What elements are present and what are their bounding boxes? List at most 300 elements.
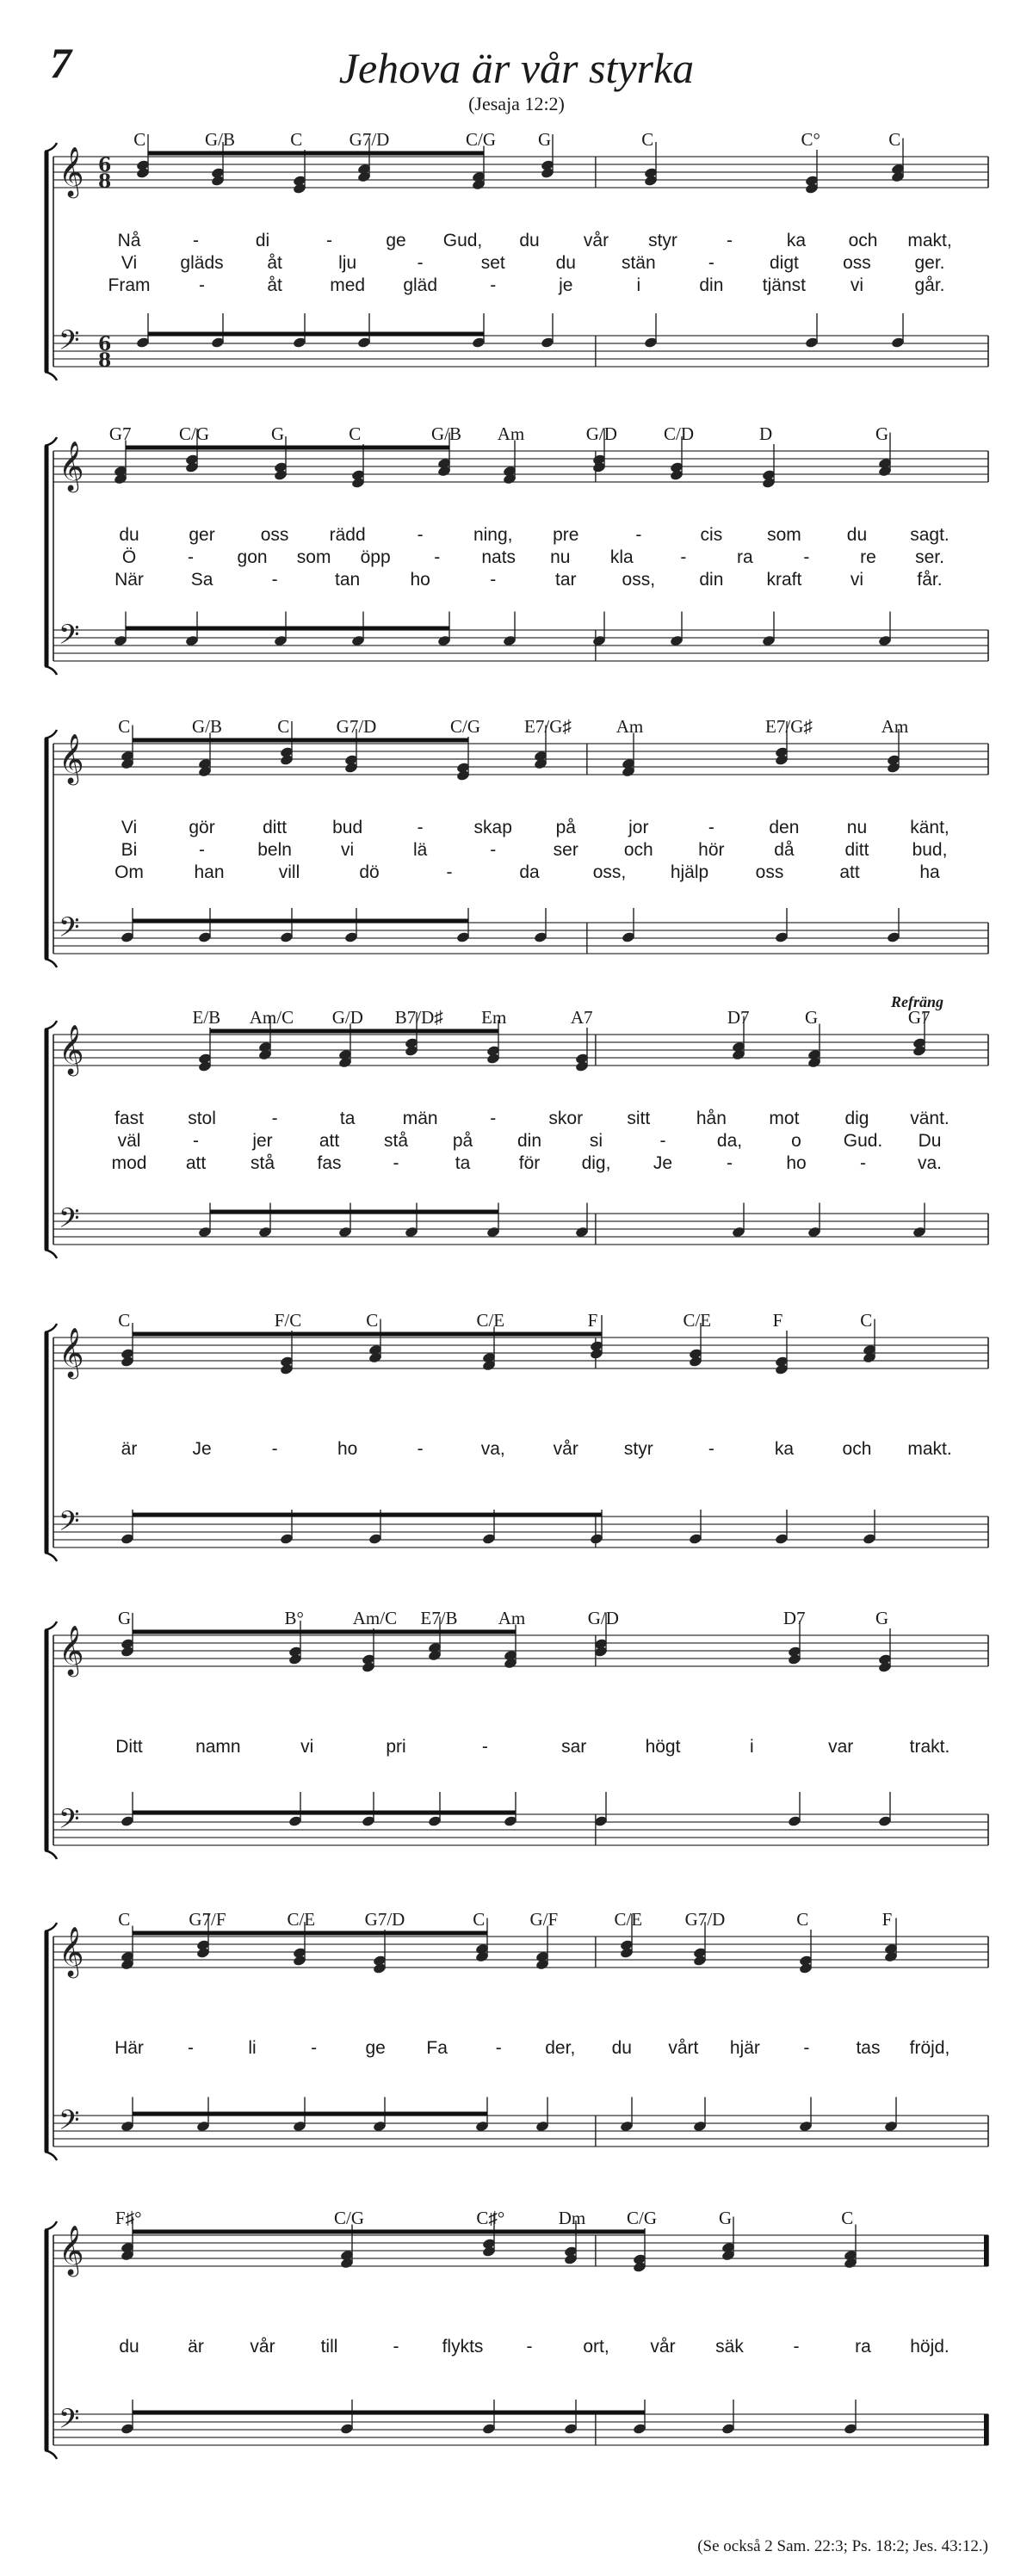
lyric-syllable: ditt (844, 840, 869, 860)
chord-symbol: C/G (626, 2208, 658, 2228)
lyric-syllable: ka (774, 1439, 794, 1459)
svg-text:𝄞: 𝄞 (59, 441, 84, 491)
chord-symbol: G (117, 1608, 132, 1628)
lyric-syllable: ta (455, 1153, 471, 1173)
lyric-syllable: vi (850, 275, 864, 295)
chord-symbol: G/F (529, 1909, 559, 1930)
lyric-syllable: oss, (592, 862, 627, 882)
lyric-syllable: re (860, 547, 876, 567)
lyric-syllable: sitt (627, 1109, 651, 1128)
lyric-syllable: att (185, 1153, 207, 1173)
chord-symbol: G (537, 129, 552, 150)
chord-symbol: F♯° (114, 2208, 142, 2228)
lyric-syllable: då (774, 840, 795, 860)
lyric-syllable: dö (359, 862, 380, 882)
lyric-syllable: styr (648, 231, 677, 250)
lyric-syllable: att (839, 862, 860, 882)
lyric-syllable: ge (386, 231, 406, 250)
svg-text:𝄞: 𝄞 (59, 1625, 84, 1675)
lyric-syllable: är (188, 2337, 204, 2357)
lyric-syllable: kraft (766, 570, 802, 590)
chord-symbol: F (881, 1909, 893, 1930)
lyric-syllable: - (188, 547, 195, 567)
chord-symbol: B7/D♯ (394, 1007, 443, 1028)
lyric-syllable: Fram (108, 275, 151, 295)
lyric-syllable: oss (843, 253, 871, 273)
lyric-syllable: gläds (180, 253, 224, 273)
lyric-syllable: öpp (360, 547, 391, 567)
chord-symbol: Am/C (352, 1608, 398, 1628)
lyric-syllable: bud, (912, 840, 948, 860)
lyric-syllable: makt. (907, 1439, 952, 1459)
lyric-syllable: pri (386, 1737, 406, 1757)
lyric-syllable: beln (257, 840, 292, 860)
lyric-syllable: tas (856, 2038, 881, 2058)
lyric-syllable: tar (555, 570, 577, 590)
footer-references: (Se också 2 Sam. 22:3; Ps. 18:2; Jes. 43:12.) (697, 2537, 988, 2555)
chord-symbol: C (277, 716, 290, 737)
music-system (0, 129, 1033, 413)
lyric-syllable: hjälp (670, 862, 709, 882)
chord-symbol: E7/B (420, 1608, 458, 1628)
chord-symbol: B° (284, 1608, 304, 1628)
lyric-syllable: - (393, 1153, 399, 1173)
chord-symbol: C (118, 1909, 131, 1930)
svg-text:𝄢: 𝄢 (59, 1202, 80, 1240)
lyric-syllable: oss (260, 525, 289, 545)
lyric-syllable: vi (341, 840, 355, 860)
chord-symbol: E7/G♯ (524, 716, 572, 737)
lyric-syllable: - (490, 840, 497, 860)
svg-text:8: 8 (98, 349, 112, 372)
svg-text:8: 8 (98, 170, 112, 193)
chord-symbol: G7/D (336, 716, 377, 737)
lyric-syllable: din (699, 570, 724, 590)
chord-symbol: F/C (274, 1310, 302, 1331)
lyric-syllable: högt (645, 1737, 681, 1757)
lyric-syllable: hjär (729, 2038, 760, 2058)
chord-symbol: C (366, 1310, 379, 1331)
lyric-syllable: da (519, 862, 540, 882)
lyric-syllable: je (559, 275, 573, 295)
chord-symbol: C/E (476, 1310, 505, 1331)
lyric-syllable: för (518, 1153, 541, 1173)
lyric-syllable: att (319, 1131, 340, 1151)
lyric-syllable: - (199, 840, 206, 860)
lyric-syllable: - (727, 1153, 733, 1173)
chord-symbol: C (118, 716, 131, 737)
lyric-syllable: fröjd, (909, 2038, 950, 2058)
lyric-syllable: - (481, 1737, 488, 1757)
lyric-syllable: - (434, 547, 441, 567)
lyric-syllable: vår (583, 231, 609, 250)
lyric-syllable: - (526, 2337, 533, 2357)
lyric-syllable: ta (339, 1109, 356, 1128)
lyric-syllable: skor (548, 1109, 584, 1128)
music-system (0, 1310, 1033, 1594)
svg-text:𝄞: 𝄞 (59, 1024, 84, 1074)
scripture-reference: (Jesaja 12:2) (468, 93, 565, 114)
lyric-syllable: tan (335, 570, 361, 590)
chord-symbol: C (860, 1310, 873, 1331)
lyric-syllable: stå (250, 1153, 275, 1173)
lyric-syllable: - (193, 231, 199, 250)
chord-symbol: G7 (108, 423, 132, 444)
svg-text:𝄢: 𝄢 (59, 324, 80, 362)
svg-text:𝄢: 𝄢 (59, 1803, 80, 1841)
music-system (0, 2208, 1033, 2492)
lyric-syllable: är (121, 1439, 138, 1459)
lyric-syllable: si (589, 1131, 603, 1151)
lyric-syllable: gör (189, 818, 215, 837)
lyric-syllable: ning, (473, 525, 513, 545)
lyric-syllable: - (188, 2038, 195, 2058)
chord-symbol: G7 (907, 1007, 931, 1028)
lyric-syllable: ho (786, 1153, 807, 1173)
chord-symbol: G (804, 1007, 819, 1028)
lyric-syllable: - (446, 862, 453, 882)
music-system (0, 1909, 1033, 2193)
lyric-syllable: fas (317, 1153, 342, 1173)
lyric-syllable: tjänst (762, 275, 807, 295)
chord-symbol: C/D (663, 423, 695, 444)
lyrics-verse-3 (0, 862, 1033, 888)
lyric-syllable: får. (917, 570, 943, 590)
lyric-syllable: vårt (668, 2038, 699, 2058)
lyric-syllable: nu (550, 547, 571, 567)
lyric-syllable: - (326, 231, 332, 250)
lyric-syllable: åt (267, 253, 282, 273)
chord-symbol: C (796, 1909, 809, 1930)
lyric-syllable: Sa (190, 570, 213, 590)
lyric-syllable: va, (480, 1439, 505, 1459)
lyric-syllable: vi (850, 570, 864, 590)
chord-symbol: C/G (178, 423, 210, 444)
chord-symbol: C (888, 129, 901, 150)
chord-symbol: D (758, 423, 773, 444)
chord-symbol: A7 (570, 1007, 593, 1028)
chord-symbol: C° (801, 129, 820, 150)
chord-symbol: Am (881, 716, 909, 737)
lyric-syllable: höjd. (910, 2337, 949, 2357)
lyric-syllable: styr (623, 1439, 653, 1459)
chord-symbol: Am/C (249, 1007, 294, 1028)
lyric-syllable: - (271, 1439, 278, 1459)
lyric-syllable: du (119, 525, 139, 545)
lyric-syllable: Bi (121, 840, 138, 860)
lyric-syllable: vår (553, 1439, 578, 1459)
lyric-syllable: Om (114, 862, 144, 882)
lyric-syllable: ditt (263, 818, 288, 837)
lyric-syllable: sar (561, 1737, 587, 1757)
lyric-syllable: du (611, 2038, 632, 2058)
lyric-syllable: set (480, 253, 505, 273)
lyric-syllable: han (194, 862, 225, 882)
lyric-syllable: jor (628, 818, 649, 837)
lyric-syllable: på (555, 818, 576, 837)
lyric-syllable: ger. (914, 253, 945, 273)
chord-symbol: C/G (465, 129, 497, 150)
lyric-syllable: vill (278, 862, 300, 882)
lyric-syllable: hån (696, 1109, 727, 1128)
lyric-syllable: Vi (121, 818, 138, 837)
chord-symbol: C (641, 129, 654, 150)
lyric-syllable: Ditt (115, 1737, 143, 1757)
chord-symbol: C (473, 1909, 486, 1930)
chord-symbol: C (290, 129, 303, 150)
lyric-syllable: dig (844, 1109, 869, 1128)
chord-symbol: D7 (782, 1608, 806, 1628)
lyric-syllable: li (248, 2038, 257, 2058)
lyric-syllable: vår (250, 2337, 275, 2357)
lyric-syllable: - (659, 1131, 666, 1151)
lyric-syllable: och (842, 1439, 872, 1459)
lyric-syllable: vi (300, 1737, 314, 1757)
lyric-syllable: makt, (907, 231, 952, 250)
lyric-syllable: jer (252, 1131, 273, 1151)
svg-text:𝄞: 𝄞 (59, 1926, 84, 1976)
lyric-syllable: Je (192, 1439, 212, 1459)
lyric-syllable: - (793, 2337, 800, 2357)
lyric-syllable: män (402, 1109, 438, 1128)
lyric-syllable: ha (919, 862, 940, 882)
lyric-syllable: Här (114, 2038, 144, 2058)
lyric-syllable: oss (755, 862, 784, 882)
lyric-syllable: med (330, 275, 366, 295)
lyric-syllable: ka (786, 231, 807, 250)
chord-symbol: D7 (727, 1007, 750, 1028)
lyrics-verse-3 (0, 275, 1033, 301)
lyric-syllable: - (490, 1109, 497, 1128)
music-system (0, 1608, 1033, 1892)
lyric-syllable: namn (195, 1737, 241, 1757)
svg-text:6: 6 (98, 333, 112, 355)
lyric-syllable: stol (188, 1109, 216, 1128)
svg-text:𝄢: 𝄢 (59, 2104, 80, 2142)
svg-text:𝄢: 𝄢 (59, 1505, 80, 1543)
lyric-syllable: - (393, 2337, 399, 2357)
lyric-syllable: åt (267, 275, 282, 295)
lyric-syllable: ra (737, 547, 753, 567)
lyric-syllable: - (193, 1131, 199, 1151)
lyric-syllable: - (490, 275, 497, 295)
lyric-syllable: säk (715, 2337, 744, 2357)
chord-symbol: F (772, 1310, 783, 1331)
chord-symbol: C (133, 129, 146, 150)
lyric-syllable: som (296, 547, 331, 567)
lyric-syllable: och (848, 231, 878, 250)
lyric-syllable: ser. (915, 547, 944, 567)
lyric-syllable: du (519, 231, 540, 250)
lyric-syllable: - (680, 547, 687, 567)
chord-symbol: C/G (449, 716, 481, 737)
lyric-syllable: - (199, 275, 206, 295)
lyric-syllable: - (417, 253, 424, 273)
lyrics-verse-1 (0, 1737, 1033, 1763)
lyric-syllable: rädd (329, 525, 366, 545)
lyric-syllable: - (860, 1153, 866, 1173)
chord-symbol: G (875, 1608, 889, 1628)
chord-symbol: G7/D (684, 1909, 726, 1930)
lyric-syllable: cis (700, 525, 723, 545)
lyric-syllable: Je (653, 1153, 673, 1173)
svg-text:𝄞: 𝄞 (59, 733, 84, 783)
lyrics-verse-1 (0, 2038, 1033, 2064)
lyric-syllable: vänt. (910, 1109, 949, 1128)
lyric-syllable: nu (846, 818, 868, 837)
chord-symbol: Em (481, 1007, 507, 1028)
lyric-syllable: - (311, 2038, 318, 2058)
chord-symbol: G/B (191, 716, 223, 737)
lyric-syllable: - (727, 231, 733, 250)
lyric-syllable: - (271, 1109, 278, 1128)
chord-symbol: G/D (585, 423, 617, 444)
lyric-syllable: ort, (583, 2337, 609, 2357)
lyric-syllable: du (119, 2337, 139, 2357)
chord-symbol: G/B (430, 423, 462, 444)
lyric-syllable: skap (473, 818, 512, 837)
chord-symbol: E/B (192, 1007, 221, 1028)
lyric-syllable: du (555, 253, 576, 273)
lyric-syllable: sagt. (910, 525, 949, 545)
svg-text:𝄞: 𝄞 (59, 2225, 84, 2275)
chord-symbol: C/E (614, 1909, 643, 1930)
chord-symbol: Am (497, 423, 525, 444)
lyric-syllable: - (803, 2038, 810, 2058)
lyric-syllable: - (495, 2038, 502, 2058)
lyric-syllable: känt, (910, 818, 949, 837)
chord-symbol: G/D (331, 1007, 363, 1028)
lyric-syllable: och (623, 840, 653, 860)
lyric-syllable: - (417, 525, 424, 545)
lyric-syllable: den (769, 818, 800, 837)
lyric-syllable: När (114, 570, 144, 590)
lyric-syllable: Gud, (442, 231, 483, 250)
lyric-syllable: nats (481, 547, 516, 567)
lyric-syllable: till (320, 2337, 338, 2357)
lyric-syllable: i (636, 275, 641, 295)
lyric-syllable: Gud. (843, 1131, 883, 1151)
lyric-syllable: flykts (442, 2337, 484, 2357)
lyric-syllable: väl (117, 1131, 141, 1151)
chord-symbol: C/G (333, 2208, 365, 2228)
lyric-syllable: mod (111, 1153, 147, 1173)
lyric-syllable: ho (337, 1439, 358, 1459)
lyric-syllable: du (846, 525, 868, 545)
lyric-syllable: hör (698, 840, 725, 860)
svg-text:𝄞: 𝄞 (59, 146, 84, 196)
lyric-syllable: da, (716, 1131, 743, 1151)
song-number: 7 (50, 39, 71, 87)
chord-symbol: G (875, 423, 889, 444)
svg-text:𝄢: 𝄢 (59, 911, 80, 949)
chord-symbol: G7/F (189, 1909, 226, 1930)
chord-symbol: G7/D (349, 129, 390, 150)
svg-text:𝄞: 𝄞 (59, 1327, 84, 1377)
lyric-syllable: i (749, 1737, 754, 1757)
lyric-syllable: Du (918, 1131, 942, 1151)
lyric-syllable: gläd (403, 275, 438, 295)
lyric-syllable: - (271, 570, 278, 590)
lyric-syllable: - (708, 818, 714, 837)
lyric-syllable: lä (412, 840, 428, 860)
svg-text:6: 6 (98, 154, 112, 176)
lyric-syllable: - (417, 1439, 424, 1459)
svg-text:𝄢: 𝄢 (59, 619, 80, 657)
lyric-syllable: bud (332, 818, 363, 837)
lyric-syllable: o (791, 1131, 801, 1151)
chord-symbol: C/E (683, 1310, 712, 1331)
lyric-syllable: pre (553, 525, 579, 545)
lyric-syllable: digt (769, 253, 799, 273)
svg-text:𝄢: 𝄢 (59, 2403, 80, 2441)
lyric-syllable: oss, (622, 570, 656, 590)
lyric-syllable: din (699, 275, 724, 295)
lyric-syllable: - (803, 547, 810, 567)
lyrics-verse-1 (0, 2337, 1033, 2363)
lyric-syllable: går. (914, 275, 945, 295)
music-system (0, 993, 1033, 1291)
lyric-syllable: trakt. (909, 1737, 950, 1757)
lyric-syllable: Ö (121, 547, 137, 567)
lyric-syllable: som (767, 525, 801, 545)
lyric-syllable: din (516, 1131, 542, 1151)
lyric-syllable: vår (650, 2337, 676, 2357)
lyric-syllable: ra (855, 2337, 871, 2357)
chord-symbol: Am (498, 1608, 526, 1628)
lyric-syllable: stän (621, 253, 656, 273)
lyric-syllable: - (635, 525, 642, 545)
chord-symbol: C (841, 2208, 854, 2228)
lyric-syllable: Nå (117, 231, 141, 250)
chord-symbol: C/E (287, 1909, 316, 1930)
chord-symbol: F (587, 1310, 598, 1331)
chord-symbol: G (718, 2208, 733, 2228)
lyric-syllable: dig, (581, 1153, 611, 1173)
lyrics-verse-3 (0, 570, 1033, 596)
lyric-syllable: stå (383, 1131, 409, 1151)
chord-symbol: C (349, 423, 362, 444)
lyric-syllable: ge (365, 2038, 386, 2058)
chord-symbol: G/B (204, 129, 236, 150)
lyric-syllable: var (828, 1737, 854, 1757)
music-system (0, 716, 1033, 1000)
chord-symbol: Am (615, 716, 644, 737)
lyrics-verse-1 (0, 1439, 1033, 1465)
lyric-syllable: ho (410, 570, 430, 590)
chord-symbol: G (270, 423, 285, 444)
lyric-syllable: va. (917, 1153, 943, 1173)
song-title: Jehova är vår styrka (338, 44, 695, 92)
refrain-label: Refräng (891, 993, 944, 1010)
music-system (0, 423, 1033, 707)
lyric-syllable: lju (338, 253, 357, 273)
lyric-syllable: - (708, 1439, 714, 1459)
lyric-syllable: fast (114, 1109, 144, 1128)
chord-symbol: G/D (587, 1608, 619, 1628)
chord-symbol: Dm (558, 2208, 586, 2228)
lyrics-verse-3 (0, 1153, 1033, 1179)
lyric-syllable: - (417, 818, 424, 837)
lyric-syllable: - (490, 570, 497, 590)
chord-symbol: C♯° (476, 2208, 505, 2228)
lyric-syllable: kla (609, 547, 634, 567)
lyric-syllable: på (452, 1131, 473, 1151)
chord-symbol: E7/G♯ (765, 716, 813, 737)
lyric-syllable: gon (237, 547, 268, 567)
lyric-syllable: ser (553, 840, 578, 860)
chord-symbol: C (118, 1310, 131, 1331)
